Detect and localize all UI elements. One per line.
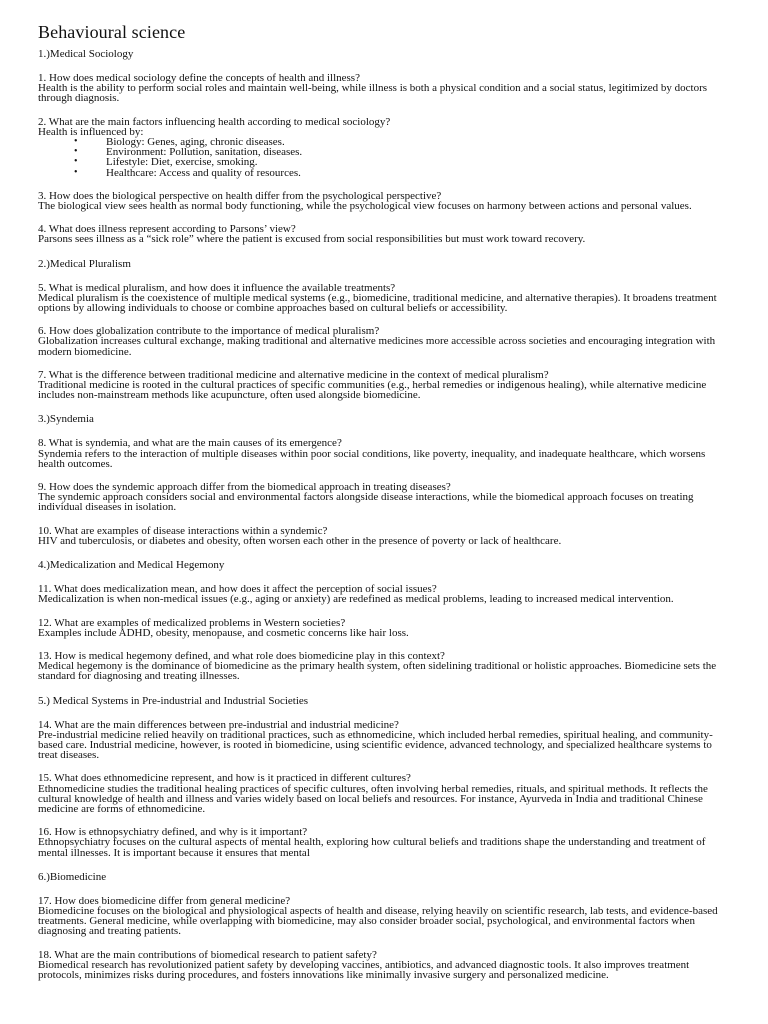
qa-item bbox=[38, 526, 728, 546]
answer-text: Examples include ADHD, obesity, menopause, and cosmetic concerns like hair loss. bbox=[38, 626, 409, 639]
bullet-item: • Environment: Pollution, sanitation, diseases. bbox=[106, 147, 728, 157]
answer-text: Syndemia refers to the interaction of multiple diseases within poor social conditions, like poverty, inequality, and inadequate healthcare, which worsens health outcomes. bbox=[38, 447, 706, 470]
qa-item bbox=[38, 438, 728, 469]
qa-item bbox=[38, 584, 728, 604]
question-text: 12. What are examples of medicalized problems in Western societies? bbox=[38, 616, 346, 629]
qa-item bbox=[38, 773, 728, 814]
question-text: 3. How does the biological perspective on health differ from the psychological perspective? bbox=[38, 189, 442, 202]
question-text: 4. What does illness represent according to Parsons’ view? bbox=[38, 223, 296, 236]
qa-item bbox=[38, 720, 728, 761]
bullet-item: • Biology: Genes, aging, chronic diseases. bbox=[106, 137, 728, 147]
section-heading: 1.)Medical Sociology bbox=[38, 48, 134, 60]
answer-text: Medical pluralism is the coexistence of multiple medical systems (e.g., biomedicine, traditional medicine, and alternative therapies). It broadens treatment options by allowing individuals to choose or combine approaches based on cultural beliefs or accessibility. bbox=[38, 291, 717, 315]
qa-item bbox=[38, 191, 728, 211]
question-text: 9. How does the syndemic approach differ from the biomedical approach in treating diseases? bbox=[38, 481, 451, 494]
bullet-item: • Lifestyle: Diet, exercise, smoking. bbox=[106, 157, 728, 167]
document-body bbox=[38, 48, 728, 980]
question-text: 13. How is medical hegemony defined, and what role does biomedicine play in this context? bbox=[38, 649, 445, 662]
question-text: 11. What does medicalization mean, and how does it affect the perception of social issues? bbox=[38, 583, 437, 596]
section-heading: 2.)Medical Pluralism bbox=[38, 257, 131, 270]
answer-text: Ethnomedicine studies the traditional healing practices of specific cultures, often involving herbal remedies, rituals, and spiritual methods. It reflects the cultural knowledge of health and illness and varies widely based on local beliefs and resources. For instance, Ayurveda in India and traditional Chinese medicine are forms of ethnomedicine. bbox=[38, 782, 708, 815]
answer-text: Globalization increases cultural exchange, making traditional and alternative medicines more accessible across societies and encouraging integration with modern biomedicine. bbox=[38, 335, 716, 358]
answer-text: Health is influenced by: bbox=[38, 125, 144, 138]
bullet-item: • Healthcare: Access and quality of resources. bbox=[106, 168, 728, 178]
answer-text: Traditional medicine is rooted in the cultural practices of specific communities (e.g., herbal remedies or indigenous healing), while alternative medicine includes non-mainstream methods like acupuncture, often used alongside biomedicine. bbox=[38, 379, 707, 402]
question-text: 10. What are examples of disease interactions within a syndemic? bbox=[38, 524, 328, 537]
answer-text: Medical hegemony is the dominance of biomedicine as the primary health system, often sidelining traditional or holistic approaches. Biomedicine sets the standard for diagnosing and treating illnesses. bbox=[38, 660, 717, 683]
question-text: 17. How does biomedicine differ from general medicine? bbox=[38, 894, 291, 907]
answer-text: The syndemic approach considers social and environmental factors alongside disease interactions, while the biomedical approach focuses on treating individual diseases in isolation. bbox=[38, 491, 694, 514]
qa-item bbox=[38, 73, 728, 104]
question-text: 7. What is the difference between traditional medicine and alternative medicine in the context of medical pluralism? bbox=[38, 368, 549, 381]
qa-item bbox=[38, 326, 728, 357]
question-text: 6. How does globalization contribute to the importance of medical pluralism? bbox=[38, 325, 380, 338]
section-heading: 5.) Medical Systems in Pre-industrial and Industrial Societies bbox=[38, 694, 309, 707]
answer-text: Ethnopsychiatry focuses on the cultural aspects of mental health, exploring how cultural beliefs and traditions shape the understanding and treatment of mental illnesses. It is important because it ensures that mental bbox=[38, 836, 706, 859]
question-text: 5. What is medical pluralism, and how does it influence the available treatments? bbox=[38, 281, 396, 294]
qa-item bbox=[38, 370, 728, 401]
section-heading: 3.)Syndemia bbox=[38, 413, 94, 426]
question-text: 16. How is ethnopsychiatry defined, and why is it important? bbox=[38, 826, 308, 839]
section-heading: 6.)Biomedicine bbox=[38, 870, 107, 883]
qa-item bbox=[38, 950, 728, 981]
question-text: 2. What are the main factors influencing health according to medical sociology? bbox=[38, 115, 391, 128]
document-title: Behavioural science bbox=[38, 22, 186, 42]
qa-item bbox=[38, 224, 728, 244]
answer-text: Parsons sees illness as a “sick role” where the patient is excused from social responsibilities but must work toward recovery. bbox=[38, 233, 586, 246]
question-text: 1. How does medical sociology define the concepts of health and illness? bbox=[38, 72, 360, 84]
qa-item bbox=[38, 283, 728, 314]
qa-item bbox=[38, 117, 728, 178]
question-text: 18. What are the main contributions of biomedical research to patient safety? bbox=[38, 948, 377, 961]
qa-item bbox=[38, 618, 728, 638]
answer-text: HIV and tuberculosis, or diabetes and obesity, often worsen each other in the presence of poverty or lack of healthcare. bbox=[38, 534, 562, 547]
qa-item bbox=[38, 482, 728, 513]
qa-item bbox=[38, 827, 728, 858]
question-text: 15. What does ethnomedicine represent, and how is it practiced in different cultures? bbox=[38, 772, 411, 785]
section-heading: 4.)Medicalization and Medical Hegemony bbox=[38, 559, 225, 572]
answer-text: The biological view sees health as normal body functioning, while the psychological view focuses on harmony between actions and personal values. bbox=[38, 200, 692, 213]
qa-item bbox=[38, 896, 728, 937]
question-text: 14. What are the main differences between pre-industrial and industrial medicine? bbox=[38, 718, 399, 731]
answer-text: Health is the ability to perform social roles and maintain well-being, while illness is both a physical condition and a social status, legitimized by doctors through diagnosis. bbox=[38, 82, 708, 105]
answer-text: Biomedical research has revolutionized patient safety by developing vaccines, antibiotics, and advanced diagnostic tools. It also improves treatment protocols, minimizes risks during procedures, and fosters innovations like minimally invasive surgery and personalized medicine. bbox=[38, 958, 690, 981]
bullet-list bbox=[38, 137, 728, 178]
answer-text: Pre-industrial medicine relied heavily on traditional practices, such as ethnomedicine, which included herbal remedies, spiritual healing, and community-based care. Industrial medicine, however, is rooted in biomedicine, using scientific evidence, advanced technology, and specialized healthcare systems to treat diseases. bbox=[38, 728, 713, 762]
question-text: 8. What is syndemia, and what are the main causes of its emergence? bbox=[38, 437, 342, 450]
answer-text: Medicalization is when non-medical issues (e.g., aging or anxiety) are redefined as medical problems, leading to increased medical intervention. bbox=[38, 593, 674, 606]
qa-item bbox=[38, 651, 728, 682]
answer-text: Biomedicine focuses on the biological and physiological aspects of health and disease, relying heavily on scientific research, lab tests, and evidence-based treatments. General medicine, while overlapping with biomedicine, may also consider broader social, psychological, and environmental factors when diagnosing and treating patients. bbox=[38, 904, 718, 938]
